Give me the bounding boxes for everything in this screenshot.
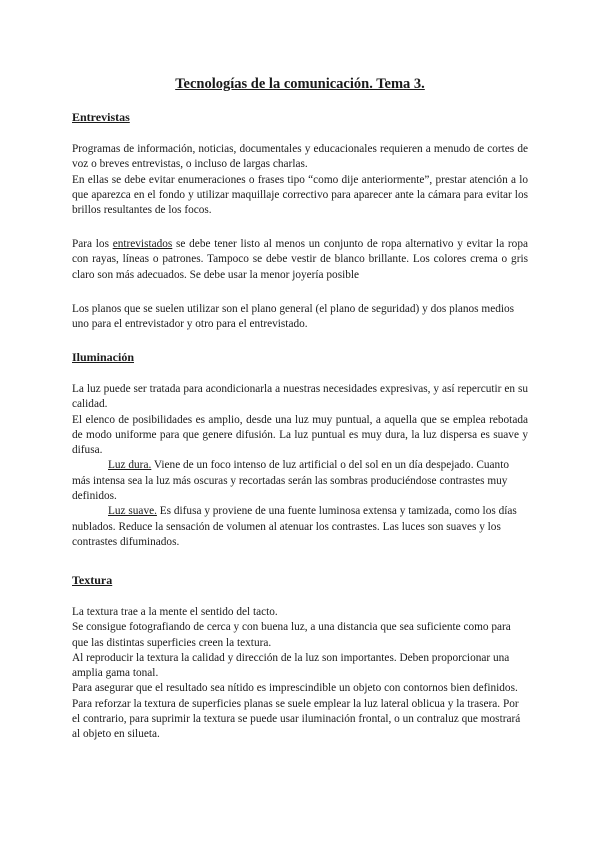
paragraph: La textura trae a la mente el sentido del tacto.: [72, 606, 278, 618]
iluminacion-block: [72, 382, 528, 550]
paragraph: En ellas se debe evitar enumeraciones o frases tipo “como dije anteriormente”, prestar atención a lo que aparezca en el fondo y utilizar maquillaje correctivo para aparecer ante la cámara para evitar los brillos resultantes de los focos.: [72, 173, 528, 217]
paragraph: Para asegurar que el resultado sea nítido es imprescindible un objeto con contornos bien definidos.: [72, 682, 518, 695]
paragraph: [72, 237, 528, 283]
text-run: Es difusa y proviene de una fuente luminosa extensa y tamizada, como los días nublados. Reduce la sensación de volumen al atenuar los contrastes. Las luces son suaves y los contrastes difuminados.: [72, 505, 517, 548]
section-heading-entrevistas: Entrevistas: [72, 110, 130, 124]
entrevistas-block-1: [72, 142, 528, 218]
entrevistas-block-2: [72, 237, 528, 283]
paragraph: [72, 458, 528, 504]
underlined-term: Luz dura.: [108, 459, 152, 472]
paragraph: Los planos que se suelen utilizar son el plano general (el plano de seguridad) y dos planos medios uno para el entrevistador y otro para el entrevistado.: [72, 303, 515, 331]
paragraph: Programas de información, noticias, documentales y educacionales requieren a menudo de cortes de voz o breves entrevistas, o incluso de largas charlas.: [72, 143, 528, 171]
underlined-term: entrevistados: [112, 238, 173, 250]
underlined-term: Luz suave.: [108, 505, 157, 518]
paragraph: [72, 504, 528, 550]
section-heading-iluminacion: Iluminación: [72, 350, 135, 364]
text-run: Para los: [72, 238, 113, 250]
entrevistas-block-3: [72, 302, 528, 333]
section-heading-textura: Textura: [72, 573, 113, 587]
text-run: se debe tener listo al menos un conjunto de ropa alternativo y evitar la ropa con rayas, líneas o patrones. Tampoco se debe vestir de blanco brillante. Los colores crema o gris claro son más adecuados. Se debe usar la menor joyería posible: [72, 238, 528, 281]
paragraph: El elenco de posibilidades es amplio, desde una luz muy puntual, a aquella que se emplea rebotada de modo uniforme para que genere difusión. La luz puntual es muy dura, la luz dispersa es suave y difusa.: [72, 413, 528, 457]
text-run: Viene de un foco intenso de luz artificial o del sol en un día despejado. Cuanto más intensa sea la luz más oscuras y recortadas serán las sombras produciéndose contrastes muy definidos.: [72, 459, 509, 503]
document-title: Tecnologías de la comunicación. Tema 3.: [175, 76, 425, 92]
paragraph: Al reproducir la textura la calidad y dirección de la luz son importantes. Deben proporcionar una amplia gama tonal.: [72, 651, 510, 680]
textura-block: [72, 605, 528, 743]
paragraph: Para reforzar la textura de superficies planas se suele emplear la luz lateral oblicua y la trasera. Por el contrario, para suprimir la textura se puede usar iluminación frontal, o un contraluz que mostrará al objeto en silueta.: [72, 697, 521, 741]
paragraph: La luz puede ser tratada para acondicionarla a nuestras necesidades expresivas, y así repercutir en su calidad.: [72, 383, 528, 411]
paragraph: Se consigue fotografiando de cerca y con buena luz, a una distancia que sea suficiente como para que las distintas superficies creen la textura.: [72, 621, 511, 649]
